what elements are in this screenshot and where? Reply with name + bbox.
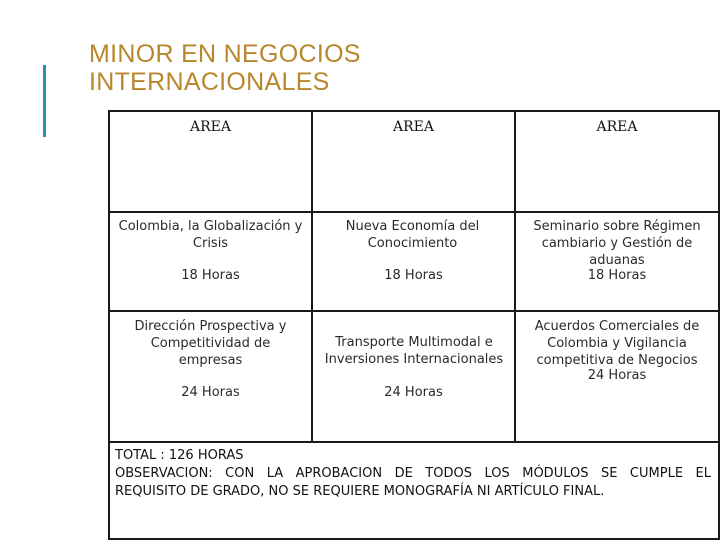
table-border-top [108,110,720,112]
table-divider-row-2 [108,310,720,312]
table-divider-row-3 [108,441,720,443]
table-header-cell: AREA [393,119,434,135]
module-name: Acuerdos Comerciales de Colombia y Vigilancia competitiva de Negocios [534,319,700,368]
module-hours: 18 Horas [384,268,443,283]
table-header-cell: AREA [596,119,638,135]
page-title-line-2: INTERNACIONALES [89,68,330,96]
module-hours: 18 Horas [587,268,647,283]
module-name: Seminario sobre Régimen cambiario y Gestión de aduanas [533,219,701,268]
observation-line-1: OBSERVACION: CON LA APROBACION DE TODOS LOS MÓDULOS SE CUMPLE EL [115,466,711,481]
module-name: Transporte Multimodal e Inversiones Internacionales [324,335,504,367]
module-name: Nueva Economía del Conocimiento [345,219,480,251]
module-hours: 18 Horas [181,268,240,283]
table-divider-row-1 [108,211,720,213]
table-footer [115,447,711,501]
observation-line-2: REQUISITO DE GRADO, NO SE REQUIERE MONOGRAFÍA NI ARTÍCULO FINAL. [115,484,605,499]
table-border-left [108,110,110,540]
module-name: Colombia, la Globalización y Crisis [118,219,303,251]
page-title [89,40,361,96]
modules-table [108,110,720,540]
accent-bar [43,65,46,137]
module-hours: 24 Horas [181,385,240,400]
module-name: Dirección Prospectiva y Competitividad de empresas [134,319,287,368]
module-hours: 24 Horas [587,368,647,383]
total-hours: TOTAL : 126 HORAS [115,448,244,463]
page-title-line-1: MINOR EN NEGOCIOS [89,40,361,68]
module-hours: 24 Horas [384,385,443,400]
table-header-cell: AREA [190,119,231,135]
